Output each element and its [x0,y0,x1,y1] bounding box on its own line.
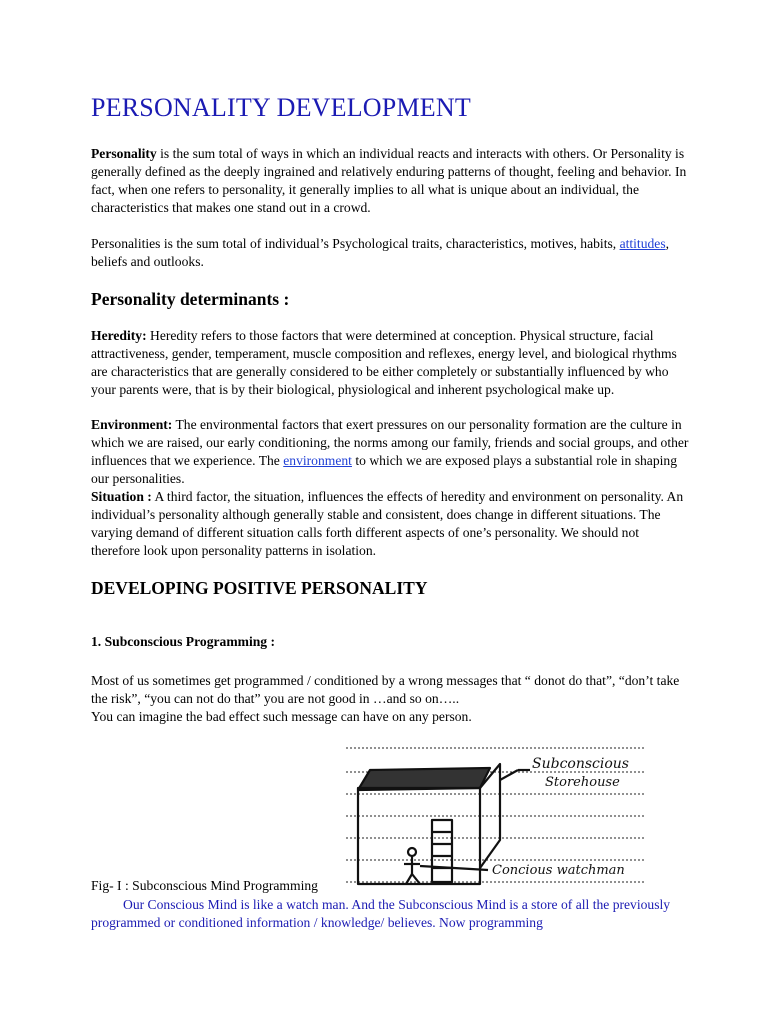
intro-text: is the sum total of ways in which an individual reacts and interacts with others. Or Personality is generally defined as the deeply ingrained and relatively enduring patterns of thought, feeling and behavior. In fact, when one refers to personality, it generally implies to all what is unique about an individual, the characteristics that makes one stand out in a crowd. [91,146,687,215]
sketch-label-subconscious: Subconscious [532,756,629,772]
traits-text: Personalities is the sum total of individual’s Psychological traits, characteristics, motives, habits, [91,236,620,251]
environment-text-end: to which we are exposed plays a substantial role in shaping our personalities. [91,453,678,486]
situation-text: A third factor, the situation, influences the effects of heredity and environment on personality. An individual’s personality although generally stable and consistent, does change in different situations. The varying demand of different situation calls forth different aspects of one’s personality. We should not therefore look upon personality patterns in isolation. [91,489,684,558]
intro-paragraph [91,145,691,217]
attitudes-link[interactable]: attitudes [619,236,666,251]
figure-caption: Fig- I : Subconscious Mind Programming [91,878,318,893]
page-title: PERSONALITY DEVELOPMENT [91,93,471,122]
programmed-paragraph [91,672,691,726]
intro-term: Personality [91,146,157,161]
subconscious-sketch [340,740,650,890]
heredity-paragraph [91,327,691,399]
traits-paragraph [91,235,691,271]
sketch-label-watchman: Concious watchman [492,863,625,878]
situation-paragraph [91,488,691,560]
heredity-text: Heredity refers to those factors that were determined at conception. Physical structure, facial attractiveness, gender, temperament, muscle composition and reflexes, energy level, and biological rhythms are characteristics that are generally considered to be either completely or substantially influenced by who your parents were, that is by their biological, physiological and inherent psychological make up. [91,328,677,397]
environment-text: The environmental factors that exert pressures on our personality formation are the culture in which we are raised, our early conditioning, the norms among our family, friends and social groups, and other influences that we experience. The [91,417,689,468]
sketch-label-storehouse: Storehouse [545,775,620,790]
heredity-term: Heredity: [91,328,147,343]
traits-text-end: , beliefs and outlooks. [91,236,670,269]
environment-paragraph [91,416,691,488]
situation-term: Situation : [91,489,152,504]
programmed-text-2: You can imagine the bad effect such message can have on any person. [91,709,472,724]
determinants-heading: Personality determinants : [91,289,290,309]
developing-heading: DEVELOPING POSITIVE PERSONALITY [91,578,428,598]
closing-paragraph: Our Conscious Mind is like a watch man. And the Subconscious Mind is a store of all the previously programmed or conditioned information / knowledge/ believes. Now programming [91,897,671,930]
programmed-text: Most of us sometimes get programmed / conditioned by a wrong messages that “ donot do that”, “don’t take the risk”, “you can not do that” you are not good in …and so on….. [91,673,680,706]
environment-link[interactable]: environment [283,453,352,468]
subconscious-heading: 1. Subconscious Programming : [91,634,276,649]
environment-term: Environment: [91,417,173,432]
